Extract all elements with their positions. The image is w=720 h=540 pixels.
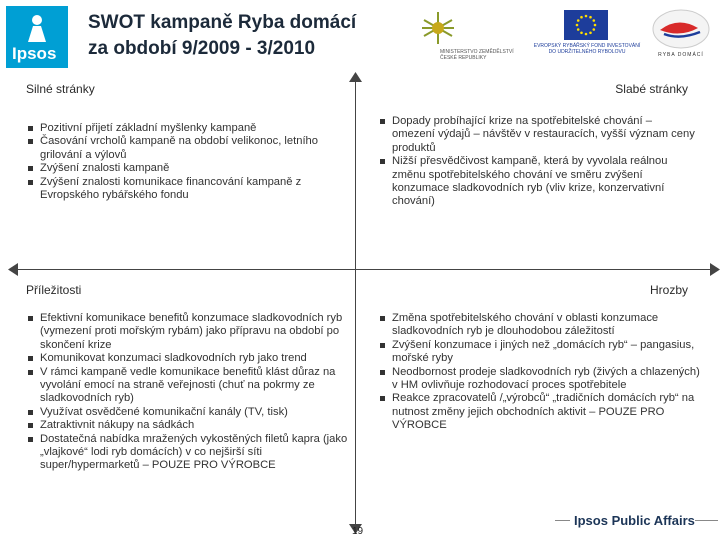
strengths-heading: Silné stránky bbox=[26, 82, 95, 96]
list-item: Efektivní komunikace benefitů konzumace sladkovodních ryb (vymezení proti mořským rybám) jako přípravu na období po skončení krize bbox=[26, 312, 356, 352]
page-number: 19 bbox=[352, 526, 364, 537]
fish-logo-icon bbox=[650, 8, 712, 50]
eu-fund-label: EVROPSKÝ RYBÁŘSKÝ FOND INVESTOVÁNÍ DO UDRŽITELNÉHO RYBOLOVU bbox=[533, 43, 641, 55]
page-title bbox=[88, 10, 356, 62]
arrow-up-icon bbox=[349, 72, 362, 82]
title-line-1: SWOT kampaně Ryba domácí bbox=[88, 12, 357, 33]
threats-heading: Hrozby bbox=[649, 283, 688, 297]
list-item: Dopady probíhající krize na spotřebitelské chování – omezení výdajů – návštěv v restauracích, vyšší význam ceny produktů bbox=[378, 115, 696, 155]
list-item: Dostatečná nabídka mražených vykostěných filetů kapra (jako „vlajkové“ lodi ryb domácích) v co nejširší síti super/hypermarketů – POUZE PRO VÝROBCE bbox=[26, 433, 356, 473]
ipsos-logo-text: Ipsos bbox=[12, 44, 57, 63]
ministry-logo bbox=[418, 8, 518, 64]
eu-stars-icon bbox=[564, 10, 608, 40]
strengths-list bbox=[26, 122, 341, 202]
list-item: Zvýšení znalosti kampaně bbox=[26, 162, 341, 175]
list-item: Zatraktivnit nákupy na sádkách bbox=[26, 419, 356, 432]
horizontal-axis bbox=[14, 269, 718, 270]
arrow-left-icon bbox=[8, 263, 18, 276]
list-item: V rámci kampaně vedle komunikace benefitů klást důraz na vyvolání emocí na straně veřejnosti (chuť na pokrmy ze sladkovodních ryb) bbox=[26, 366, 356, 406]
arrow-right-icon bbox=[710, 263, 720, 276]
weaknesses-heading: Slabé stránky bbox=[615, 82, 688, 96]
list-item: Zvýšení konzumace i jiných než „domácích ryb“ – pangasius, mořské ryby bbox=[378, 339, 700, 366]
ipsos-logo bbox=[6, 6, 68, 68]
list-item: Komunikovat konzumaci sladkovodních ryb jako trend bbox=[26, 352, 356, 365]
weaknesses-list bbox=[378, 115, 696, 209]
list-item: Pozitivní přijetí základní myšlenky kampaně bbox=[26, 122, 341, 135]
list-item: Nižší přesvědčivost kampaně, která by vyvolala reálnou změnu spotřebitelského chování ve směru zvýšení konzumace sladkovodních ryb (vliv krize, konzervativní chování) bbox=[378, 155, 696, 209]
list-item: Využívat osvědčené komunikační kanály (TV, tisk) bbox=[26, 406, 356, 419]
opportunities-heading: Příležitosti bbox=[26, 283, 82, 297]
ipsos-figure-icon bbox=[24, 14, 50, 44]
list-item: Reakce zpracovatelů /„výrobců“ „tradičních domácích ryb“ na nutnost změny jejich obchodních aktivit – POUZE PRO VÝROBCE bbox=[378, 392, 700, 432]
list-item: Neodbornost prodeje sladkovodních ryb (živých a chlazených) v HM ovlivňuje rozhodovací proces spotřebitele bbox=[378, 366, 700, 393]
ryba-domaci-logo bbox=[650, 8, 712, 60]
list-item: Zvýšení znalosti komunikace financování kampaně z Evropského rybářského fondu bbox=[26, 176, 341, 203]
wheat-emblem-icon bbox=[418, 8, 458, 48]
list-item: Časování vrcholů kampaně na období velikonoc, letního grilování a výlovů bbox=[26, 135, 341, 162]
footer-brand: Ipsos Public Affairs bbox=[570, 513, 695, 528]
list-item: Změna spotřebitelského chování v oblasti konzumace sladkovodních ryb je dlouhodobou záležitostí bbox=[378, 312, 700, 339]
title-line-2: za období 9/2009 - 3/2010 bbox=[88, 38, 316, 59]
ministry-label: MINISTERSTVO ZEMĚDĚLSTVÍ ČESKÉ REPUBLIKY bbox=[440, 49, 514, 61]
opportunities-list bbox=[26, 312, 356, 473]
ryba-domaci-label: RYBA DOMÁCÍ bbox=[658, 52, 704, 58]
eu-flag bbox=[564, 10, 608, 40]
threats-list bbox=[378, 312, 700, 433]
